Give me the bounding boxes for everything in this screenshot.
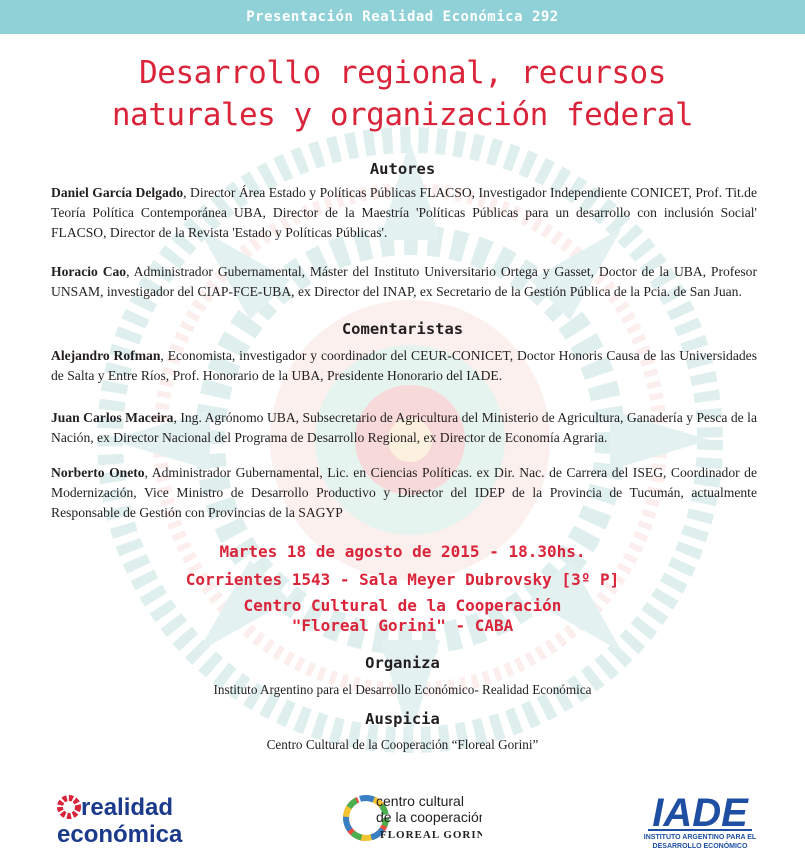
comentarista-description: , Administrador Gubernamental, Lic. en Ciencias Políticas. ex Dir. Nac. de Carrera del ISEG, Coordinador de Modernización, Vice Ministro de Desarrollo Productivo y Director del IDEP de la Provincia de Tucumán, actualmente Responsable de Gestión con Provincias de la SAGYP bbox=[51, 465, 757, 520]
comentarista-entry bbox=[51, 346, 757, 386]
event-address: Corrientes 1543 - Sala Meyer Dubrovsky [3º P] bbox=[185, 570, 620, 589]
autor-description: , Director Área Estado y Políticas Públicas FLACSO, Investigador Independiente CONICET, Prof. Tit.de Teoría Política Contemporánea UBA, Director de la Maestría 'Políticas Públicas para un desarrollo con inclusión Social' FLACSO, Director de la Revista 'Estado y Políticas Públicas'. bbox=[51, 185, 757, 240]
logo-iade-line2: DESARROLLO ECONÓMICO bbox=[652, 843, 748, 850]
autor-entry bbox=[51, 262, 757, 302]
organiza-heading: Organiza bbox=[365, 654, 440, 672]
title-line-1: Desarrollo regional, recursos bbox=[139, 55, 666, 91]
logo-iade-line1: INSTITUTO ARGENTINO PARA EL bbox=[643, 834, 757, 841]
auspicia-heading: Auspicia bbox=[365, 710, 440, 728]
auspicia-text: Centro Cultural de la Cooperación “Floreal Gorini” bbox=[266, 737, 539, 752]
comentarista-description: , Economista, investigador y coordinador del CEUR-CONICET, Doctor Honoris Causa de las Universidades de Salta y Entre Ríos, Prof. Honorario de la UBA, Presidente Honorario del IADE. bbox=[51, 348, 757, 383]
centro-cultural-logo bbox=[342, 782, 482, 854]
logo-gorini-text: FLOREAL GORINI bbox=[380, 829, 482, 841]
event-venue: Centro Cultural de la Cooperación bbox=[243, 596, 562, 615]
logo-realidad-text: realidad bbox=[81, 794, 174, 821]
autor-entry bbox=[51, 183, 757, 243]
autor-description: , Administrador Gubernamental, Máster del Instituto Universitario Ortega y Gasset, Doctor de la UBA, Profesor UNSAM, investigador del CIAP-FCE-UBA, ex Director del INAP, ex Secretario de la Gestión Pública de la Pcia. de San Juan. bbox=[51, 264, 757, 299]
banner-text: Presentación Realidad Económica 292 bbox=[246, 9, 559, 25]
comentarista-name: Alejandro Rofman bbox=[51, 348, 161, 363]
event-date: Martes 18 de agosto de 2015 - 18.30hs. bbox=[219, 542, 586, 561]
logo-centro-text: centro cultural bbox=[376, 793, 464, 809]
comentaristas-heading: Comentaristas bbox=[341, 320, 464, 338]
title-line-2: naturales y organización federal bbox=[111, 97, 694, 133]
logo-cooperacion-text: de la cooperación bbox=[376, 809, 482, 825]
autor-name: Horacio Cao bbox=[51, 264, 127, 279]
comentarista-name: Norberto Oneto bbox=[51, 465, 145, 480]
comentarista-description: , Ing. Agrónomo UBA, Subsecretario de Agricultura del Ministerio de Agricultura, Ganadería y Pesca de la Nación, ex Director Nacional del Programa de Desarrollo Regional, ex Director de Economía Agraria. bbox=[51, 410, 757, 445]
page-title bbox=[20, 52, 785, 136]
header-banner bbox=[0, 0, 805, 34]
comentarista-entry bbox=[51, 463, 757, 523]
autor-name: Daniel García Delgado bbox=[51, 185, 184, 200]
logo-iade-mark: IADE bbox=[652, 791, 748, 835]
comentarista-entry bbox=[51, 408, 757, 448]
autores-heading: Autores bbox=[369, 160, 436, 178]
organiza-text: Instituto Argentino para el Desarrollo Económico- Realidad Económica bbox=[213, 682, 592, 697]
realidad-economica-logo bbox=[57, 790, 197, 848]
event-venue-name: "Floreal Gorini" - CABA bbox=[291, 616, 514, 635]
logo-economica-text: económica bbox=[57, 821, 183, 848]
comentarista-name: Juan Carlos Maceira bbox=[51, 410, 174, 425]
iade-logo bbox=[638, 788, 762, 852]
